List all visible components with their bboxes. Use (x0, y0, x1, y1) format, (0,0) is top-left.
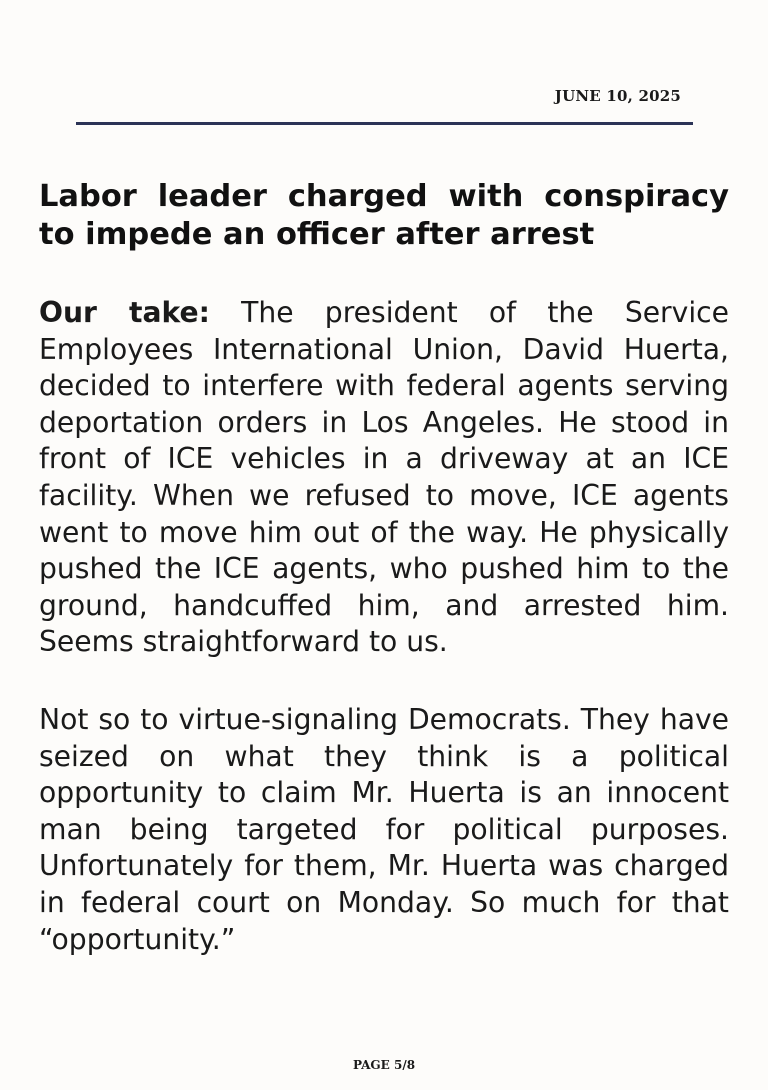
article-paragraph-1 (39, 295, 729, 661)
page-number: PAGE 5/8 (352, 1058, 416, 1072)
our-take-label: Our take: (39, 296, 210, 329)
page-date: JUNE 10, 2025 (554, 87, 681, 105)
paragraph-1-body: The president of the Service Employees International Union, David Huerta, decided to interfere with federal agents serving deportation orders in Los Angeles. He stood in front of ICE vehicles in a driveway at an ICE facility. When we refused to move, ICE agents went to move him out of the way. He physically pushed the ICE agents, who pushed him to the ground, handcuffed him, and arrested him. Seems straightforward to us. (39, 296, 729, 659)
article-paragraph-2: Not so to virtue-signaling Democrats. They have seized on what they think is a political opportunity to claim Mr. Huerta is an innocent man being targeted for political purposes. Unfortunately for them, Mr. Huerta was charged in federal court on Monday. So much for that “opportunity.” (39, 703, 729, 956)
article-headline: Labor leader charged with conspiracy to impede an officer after arrest (39, 179, 729, 252)
header-divider (76, 122, 693, 125)
